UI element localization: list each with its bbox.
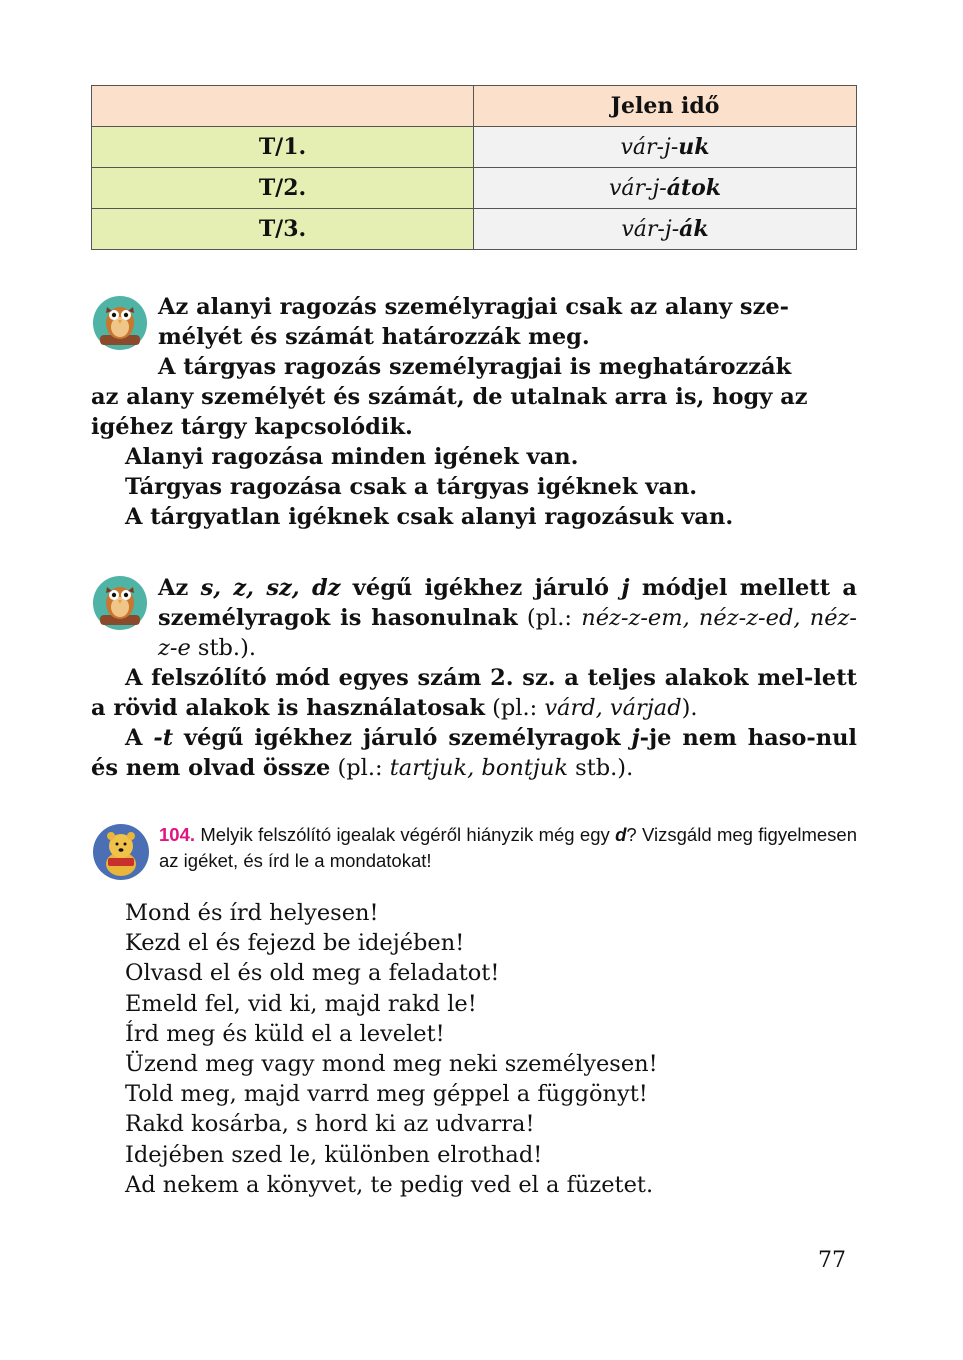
form-ending: ák	[679, 216, 709, 242]
rule2-paragraph-3	[91, 723, 857, 783]
text-italic: s, z, sz, dz	[200, 575, 341, 601]
task-text: Melyik felszólító igealak végéről hiányzik még egy	[195, 824, 616, 845]
text: végű igékhez járuló	[340, 575, 622, 601]
row-form	[474, 127, 857, 168]
task-letter: d	[615, 824, 627, 845]
sentence: Idejében szed le, különben elrothad!	[125, 1141, 543, 1168]
form-stem: vár-j-	[620, 135, 679, 160]
text: (pl.:	[330, 755, 390, 781]
row-label: T/2.	[92, 168, 474, 209]
rule-box-2	[91, 573, 857, 783]
table-header-row	[92, 86, 857, 127]
table-row	[92, 127, 857, 168]
sentence: Ad nekem a könyvet, te pedig ved el a füzetet.	[125, 1171, 654, 1198]
task-number: 104.	[159, 824, 196, 845]
text: Az	[158, 575, 201, 601]
sentence: Rakd kosárba, s hord ki az udvarra!	[125, 1111, 535, 1138]
text: A felszólító mód egyes szám 2. sz. a teljes alakok mel-lett a rövid alakok is használatosak	[91, 665, 857, 721]
text: végű igékhez járuló személyragok	[173, 725, 632, 751]
table-header-empty	[92, 86, 474, 127]
rule1-line: A tárgyatlan igéknek csak alanyi ragozásuk van.	[125, 504, 734, 530]
text-italic: tartjuk, bontjuk	[389, 755, 569, 781]
table-row	[92, 209, 857, 250]
text-italic: j	[631, 725, 640, 751]
text: ).	[681, 695, 698, 721]
sentence: Írd meg és küld el a levelet!	[125, 1020, 445, 1047]
text: stb.).	[190, 635, 257, 661]
form-stem: vár-j-	[608, 176, 667, 201]
rule1-line: Az alanyi ragozás személyragjai csak az alany sze-	[158, 294, 790, 320]
form-ending: átok	[666, 175, 722, 201]
rule1-line: az alany személyét és számát, de utalnak arra is, hogy az	[91, 384, 808, 410]
sentence: Üzend meg vagy mond meg neki személyesen!	[125, 1051, 658, 1078]
sentence: Mond és írd helyesen!	[125, 900, 379, 926]
exercise-sentences	[125, 898, 658, 1200]
rule1-line: mélyét és számát határozzák meg.	[158, 324, 590, 350]
row-label: T/1.	[92, 127, 474, 168]
sentence: Emeld fel, vid ki, majd rakd le!	[125, 990, 477, 1017]
text: (pl.:	[484, 695, 545, 721]
table-row	[92, 168, 857, 209]
rule2-paragraph-2	[91, 663, 857, 723]
sentence: Told meg, majd varrd meg géppel a függönyt!	[125, 1081, 648, 1108]
form-ending: uk	[678, 134, 710, 160]
text: -je nem haso-nul és nem olvad össze	[91, 725, 857, 781]
rule1-line: Tárgyas ragozása csak a tárgyas igéknek van.	[125, 474, 698, 500]
rule2-paragraph-1	[91, 573, 857, 663]
text: (pl.:	[517, 605, 582, 631]
sentence: Kezd el és fejezd be idejében!	[125, 930, 465, 957]
page-number: 77	[818, 1248, 846, 1273]
text-italic: néz-z-em, néz-z-ed, néz-z-e	[158, 605, 857, 661]
text-italic: várd, várjad	[544, 695, 682, 721]
text-italic: j	[621, 575, 630, 601]
rule1-line: Alanyi ragozása minden igének van.	[125, 444, 579, 470]
task-text: ? Vizsgáld meg figyelmesen az igéket, és írd le a mondatokat!	[159, 824, 857, 871]
sentence: Olvasd el és old meg a feladatot!	[125, 960, 500, 987]
text: stb.).	[568, 755, 634, 781]
task-104	[159, 822, 857, 874]
bear-icon	[92, 822, 150, 882]
row-form	[474, 209, 857, 250]
row-form	[474, 168, 857, 209]
form-stem: vár-j-	[621, 217, 680, 242]
text: A	[125, 725, 154, 751]
rule1-line: A tárgyas ragozás személyragjai is meghatározzák	[158, 354, 792, 380]
text: módjel mellett a személyragok is hasonulnak	[158, 575, 858, 631]
conjugation-table	[91, 85, 857, 250]
table-header-present: Jelen idő	[474, 86, 857, 127]
row-label: T/3.	[92, 209, 474, 250]
rule1-line: igéhez tárgy kapcsolódik.	[91, 414, 413, 440]
rule-box-1	[91, 292, 857, 532]
text-italic: -t	[153, 725, 174, 751]
